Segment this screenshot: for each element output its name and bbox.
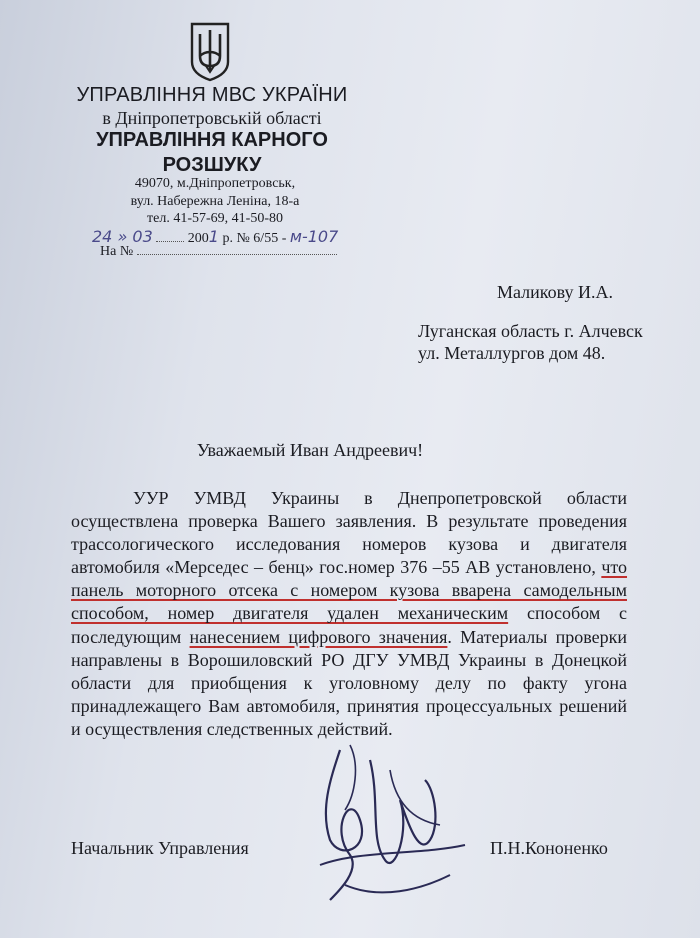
body-part-3: . Материалы проверки направлены в Ворошиловский РО ДГУ УМВД Украины в Донецкой области для приобщения к уголовному делу по факту угона принадлежащего Вам автомобиля, принятия процессуальных решений и осуществления следственных действий. — [71, 626, 628, 739]
addressee-address-1: Луганская область г. Алчевск — [418, 321, 643, 341]
reg-label: р. № 6/55 - — [222, 231, 287, 246]
trident-emblem-icon — [188, 22, 232, 82]
department-title — [64, 128, 360, 178]
signatory-title: Начальник Управления — [71, 838, 249, 858]
body-underlined-2: нанесением цифрового значения — [189, 626, 448, 647]
year-prefix: 200 — [187, 231, 209, 246]
body-part-1: УУР УМВД Украины в Днепропетровской области осуществлена проверка Вашего заявления. В результате проведения трассологического исследования номеров кузова и двигателя автомобиля «Мерседес – бенц» гос.номер 376 –55 АВ установлено, — [71, 488, 627, 578]
signatory-name: П.Н.Кононенко — [490, 838, 608, 858]
addressee-address-2: ул. Металлургов дом 48. — [418, 343, 606, 363]
salutation: Уважаемый Иван Андреевич! — [196, 440, 424, 460]
address-postal: 49070, м.Дніпропетровськ, — [134, 176, 296, 191]
reference-line — [100, 244, 350, 260]
ref-label: На № — [100, 244, 134, 259]
date-dots — [156, 241, 184, 242]
date-handwritten: 24 » 03 — [92, 227, 153, 246]
addressee-name: Маликову И.А. — [497, 282, 613, 302]
body-paragraph — [71, 487, 627, 741]
reg-number-hand: м-107 — [289, 227, 339, 246]
region-subtitle: в Дніпропетровській області — [102, 108, 322, 128]
handwritten-signature-icon — [300, 740, 470, 910]
letter-body — [71, 487, 627, 741]
department-line-1: УПРАВЛІННЯ КАРНОГО — [96, 129, 328, 151]
address-street: вул. Набережна Леніна, 18-а — [130, 194, 300, 209]
ministry-title: УПРАВЛІННЯ МВС УКРАЇНИ — [76, 84, 348, 106]
body-part-2: способом с последующим — [71, 603, 628, 647]
year-hand: 1 — [208, 227, 219, 246]
address-phone: тел. 41-57-69, 41-50-80 — [147, 211, 283, 226]
body-underlined-1: что панель моторного отсека с номером кузова вварена самодельным способом, номер двигателя удален механическим — [71, 557, 628, 624]
ref-dots — [137, 254, 337, 255]
department-line-2: РОЗШУКУ — [162, 154, 262, 176]
